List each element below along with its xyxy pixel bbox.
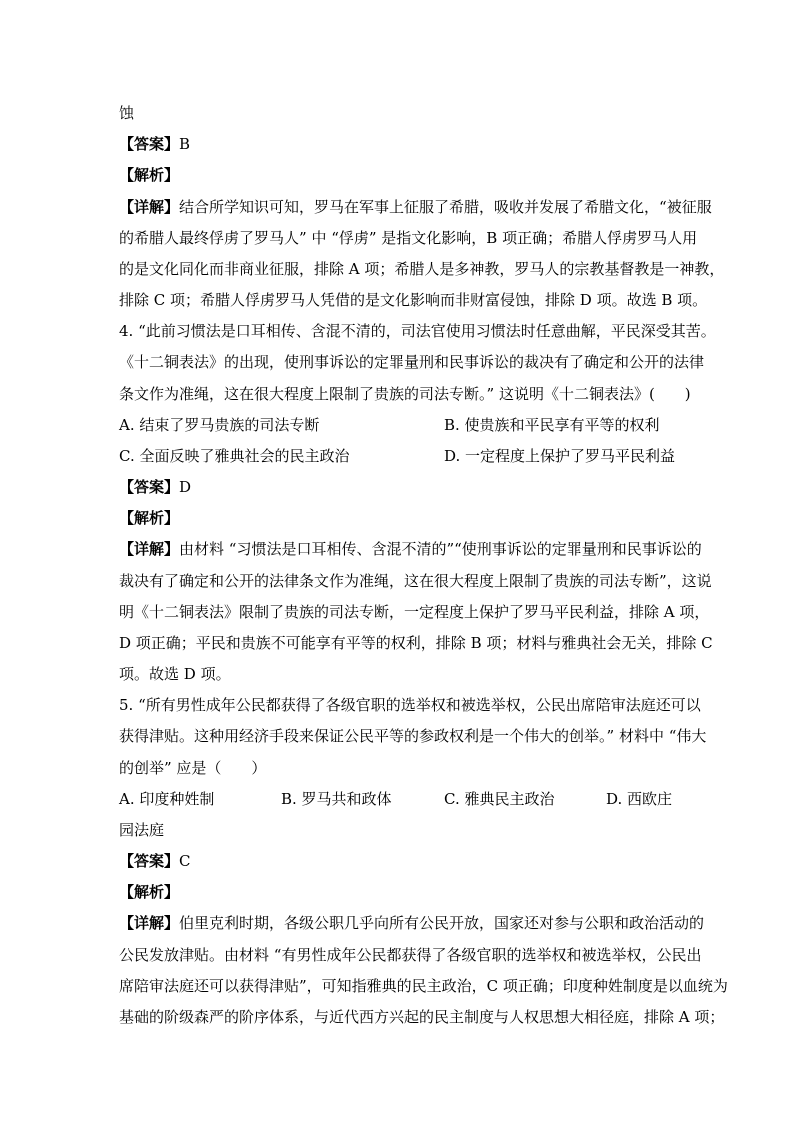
- line-text: 的创举” 应是（ ）: [119, 759, 267, 777]
- line-text: 基础的阶级森严的阶序体系，与近代西方兴起的民主制度与人权思想大相径庭，排除 A 项；: [119, 1008, 725, 1026]
- analysis-tag: 【解析】: [119, 166, 180, 184]
- line-text: 伯里克利时期，各级公职几乎向所有公民开放，国家还对参与公职和政治活动的: [179, 914, 705, 932]
- answer-tag: 【答案】: [119, 478, 180, 496]
- detail-line-q4-4: [119, 633, 713, 653]
- analysis-heading-q3: [119, 165, 179, 185]
- q5-option-d: D. 西欧庄: [606, 790, 673, 808]
- detail-line-q5-4: [119, 1007, 724, 1027]
- text-line-continuation: [119, 103, 134, 123]
- analysis-tag: 【解析】: [119, 883, 180, 901]
- line-text: 蚀: [119, 104, 135, 122]
- analysis-heading-q5: [119, 882, 179, 902]
- q5-option-d-continuation: [119, 820, 164, 840]
- q5-option-c: C. 雅典民主政治: [444, 790, 555, 808]
- line-text: 由材料 “习惯法是口耳相传、含混不清的”“使刑事诉讼的定罪量刑和民事诉讼的: [179, 540, 702, 558]
- line-text: 席陪审法庭还可以获得津贴”，可知指雅典的民主政治，C 项正确；印度种姓制度是以血统为: [119, 977, 728, 995]
- q4-option-d: D. 一定程度上保护了罗马平民利益: [444, 447, 676, 465]
- detail-tag: 【详解】: [119, 198, 180, 216]
- detail-line-q3-2: [119, 228, 697, 248]
- q5-option-b: B. 罗马共和政体: [281, 790, 392, 808]
- detail-tag: 【详解】: [119, 540, 180, 558]
- question-4-line-2: [119, 352, 704, 372]
- line-text: 项。故选 D 项。: [119, 665, 231, 683]
- answer-line-q4: [119, 477, 191, 497]
- question-4-line-3: [119, 384, 691, 404]
- answer-tag: 【答案】: [119, 135, 180, 153]
- line-text: 4. “此前习惯法是口耳相传、含混不清的，司法官使用习惯法时任意曲解，平民深受其苦。: [119, 322, 716, 340]
- line-text: 条文作为准绳，这在很大程度上限制了贵族的司法专断。” 这说明《十二铜表法》( ): [119, 385, 691, 403]
- line-text: 5. “所有男性成年公民都获得了各级官职的选举权和被选举权，公民出席陪审法庭还可以: [119, 696, 701, 714]
- detail-line-q4-1: [119, 539, 702, 559]
- q4-option-c: C. 全面反映了雅典社会的民主政治: [119, 447, 350, 465]
- analysis-heading-q4: [119, 508, 179, 528]
- line-text: 《十二铜表法》的出现，使刑事诉讼的定罪量刑和民事诉讼的裁决有了确定和公开的法律: [119, 353, 705, 371]
- line-text: 结合所学知识可知，罗马在军事上征服了希腊，吸收并发展了希腊文化，“被征服: [179, 198, 712, 216]
- question-5-line-2: [119, 726, 706, 746]
- analysis-tag: 【解析】: [119, 509, 180, 527]
- line-text: 的是文化同化而非商业征服，排除 A 项；希腊人是多神教，罗马人的宗教基督教是一神教，: [119, 260, 725, 278]
- detail-tag: 【详解】: [119, 914, 180, 932]
- q5-option-a: A. 印度种姓制: [119, 790, 215, 808]
- detail-line-q4-5: [119, 664, 231, 684]
- line-text: 排除 C 项；希腊人俘虏罗马人凭借的是文化影响而非财富侵蚀，排除 D 项。故选 B 项。: [119, 291, 708, 309]
- line-text: 裁决有了确定和公开的法律条文作为准绳，这在很大程度上限制了贵族的司法专断”，这说: [119, 572, 712, 590]
- line-text: 园法庭: [119, 821, 165, 839]
- q4-option-b: B. 使贵族和平民享有平等的权利: [444, 416, 660, 434]
- detail-line-q4-2: [119, 571, 712, 591]
- question-5-line-3: [119, 758, 266, 778]
- answer-tag: 【答案】: [119, 852, 180, 870]
- q4-option-a: A. 结束了罗马贵族的司法专断: [119, 416, 320, 434]
- answer-value: C: [179, 852, 191, 870]
- detail-line-q5-2: [119, 945, 701, 965]
- question-5-line-1: [119, 695, 701, 715]
- detail-line-q5-3: [119, 976, 728, 996]
- answer-value: B: [179, 135, 191, 153]
- line-text: 获得津贴。这种用经济手段来保证公民平等的参政权利是一个伟大的创举。” 材料中 “伟大: [119, 727, 707, 745]
- detail-line-q4-3: [119, 602, 709, 622]
- detail-line-q3-4: [119, 290, 707, 310]
- detail-line-q5-1: [119, 913, 704, 933]
- detail-line-q3-1: [119, 197, 712, 217]
- answer-line-q3: [119, 134, 190, 154]
- line-text: 明《十二铜表法》限制了贵族的司法专断，一定程度上保护了罗马平民利益，排除 A 项，: [119, 603, 710, 621]
- question-4-line-1: [119, 321, 716, 341]
- answer-value: D: [179, 478, 192, 496]
- answer-line-q5: [119, 851, 191, 871]
- line-text: D 项正确；平民和贵族不可能享有平等的权利，排除 B 项；材料与雅典社会无关，排除 C: [119, 634, 713, 652]
- line-text: 的希腊人最终俘虏了罗马人” 中 “俘虏” 是指文化影响，B 项正确；希腊人俘虏罗马人用: [119, 229, 698, 247]
- detail-line-q3-3: [119, 259, 724, 279]
- line-text: 公民发放津贴。由材料 “有男性成年公民都获得了各级官职的选举权和被选举权，公民出: [119, 946, 702, 964]
